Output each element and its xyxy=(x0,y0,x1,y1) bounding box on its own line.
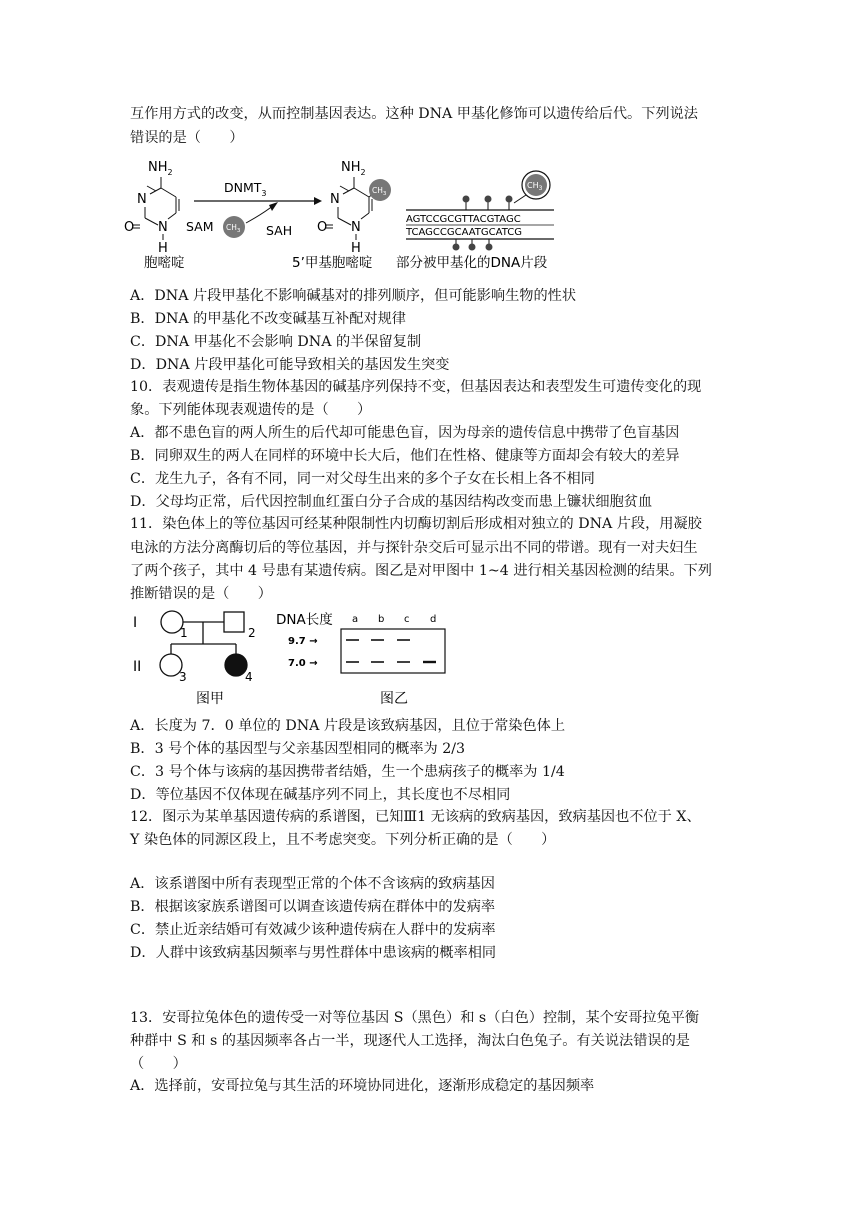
pedigree-chart xyxy=(133,611,256,707)
dnmt-label: $DNMT_3$ xyxy=(224,180,267,198)
q12-option-b: B．根据该家族系谱图可以调查该遗传病在群体中的发病率 xyxy=(130,899,496,915)
sam-label: SAM xyxy=(186,219,214,234)
q9-option-c: C．DNA 甲基化不会影响 DNA 的半保留复制 xyxy=(130,334,422,350)
band-length-label: 7.0 → xyxy=(288,658,318,669)
q12-stem-line2: Y 染色体的同源区段上，且不考虑突变。下列分析正确的是（ ） xyxy=(130,832,556,848)
q11-stem-line3: 了两个孩子，其中 4 号患有某遗传病。图乙是对甲图中 1~4 进行相关基因检测的结果。下列 xyxy=(130,563,712,579)
lane-label: d xyxy=(430,614,437,625)
q11-stem-line2: 电泳的方法分离酶切后的等位基因，并与探针杂交后可显示出不同的带谱。现有一对夫妇生 xyxy=(130,540,698,556)
caption-gel: 图乙 xyxy=(380,691,408,707)
q10-option-a: A．都不患色盲的两人所生的后代却可能患色盲，因为母亲的遗传信息中携带了色盲基因 xyxy=(130,425,680,441)
svg-text:CH3: $CH_3$ xyxy=(226,223,241,234)
q9-option-a: A．DNA 片段甲基化不影响碱基对的排列顺序，但可能影响生物的性状 xyxy=(130,288,577,304)
gel-box xyxy=(341,629,445,673)
q12-option-d: D．人群中该致病基因频率与男性群体中患该病的概率相同 xyxy=(130,945,497,961)
q10-option-c: C．龙生九子，各有不同，同一对父母生出来的多个子女在长相上各不相同 xyxy=(130,471,595,487)
q9-stem-line2: 错误的是（ ） xyxy=(130,130,244,146)
lane-label: a xyxy=(352,614,359,625)
band-length-label: 9.7 → xyxy=(288,636,318,647)
female-affected xyxy=(225,654,247,676)
h-atom: H xyxy=(351,241,361,256)
q11-option-a: A．长度为 7．0 单位的 DNA 片段是该致病基因，且位于常染色体上 xyxy=(130,718,566,734)
svg-text:CH3: $CH_3$ xyxy=(527,181,543,192)
q12-stem-line1: 12．图示为某单基因遗传病的系谱图，已知Ⅲ1 无该病的致病基因，致病基因也不位于 X、 xyxy=(130,809,701,825)
q13-option-a: A．选择前，安哥拉兔与其生活的环境协同进化，逐渐形成稳定的基因频率 xyxy=(130,1078,595,1094)
q13-stem-line3: （ ） xyxy=(130,1056,187,1072)
sequence-top: AGTCCGCGTTACGTAGC xyxy=(406,214,521,225)
dna-fragment xyxy=(405,171,554,251)
individual-number: 2 xyxy=(248,626,256,640)
pedigree-and-gel-figure xyxy=(130,605,460,707)
male-unaffected xyxy=(224,612,244,632)
q10-stem-line2: 象。下列能体现表观遗传的是（ ） xyxy=(130,402,372,418)
q9-option-d: D．DNA 片段甲基化可能导致相关的基因发生突变 xyxy=(130,357,450,373)
q13-stem-line1: 13．安哥拉兔体色的遗传受一对等位基因 S（黑色）和 s（白色）控制，某个安哥拉兔平衡 xyxy=(130,1010,700,1026)
q11-stem-line4: 推断错误的是（ ） xyxy=(130,586,272,602)
dna-length-label: DNA长度 xyxy=(276,612,333,628)
q13-stem-line2: 种群中 S 和 s 的基因频率各占一半，现逐代人工选择，淘汰白色兔子。有关说法错误的是 xyxy=(130,1033,690,1049)
q11-stem-line1: 11．染色体上的等位基因可经某种限制性内切酶切割后形成相对独立的 DNA 片段，用凝胶 xyxy=(130,516,702,532)
dna-methylation-figure xyxy=(124,155,578,273)
caption-methylcytosine: 5’甲基胞嘧啶 xyxy=(292,255,373,271)
methylcytosine-structure xyxy=(317,160,391,256)
q10-option-d: D．父母均正常，后代因控制血红蛋白分子合成的基因结构改变而患上镰状细胞贫血 xyxy=(130,494,653,510)
nh2-label: $NH_2$ xyxy=(148,160,173,177)
generation-label: I xyxy=(133,615,138,631)
caption-cytosine: 胞嘧啶 xyxy=(144,255,185,271)
q9-option-b: B．DNA 的甲基化不改变碱基互补配对规律 xyxy=(130,311,406,327)
h-atom: H xyxy=(158,241,168,256)
lane-label: c xyxy=(404,614,410,625)
individual-number: 4 xyxy=(245,670,253,684)
q10-stem-line1: 10．表观遗传是指生物体基因的碱基序列保持不变，但基因表达和表型发生可遗传变化的现 xyxy=(130,379,702,395)
sequence-bottom: TCAGCCGCAATGCATCG xyxy=(406,227,522,238)
q12-option-a: A．该系谱图中所有表现型正常的个体不含该病的致病基因 xyxy=(130,876,495,892)
svg-text:CH3: $CH_3$ xyxy=(372,186,387,197)
n-atom: N xyxy=(158,220,168,235)
caption-pedigree: 图甲 xyxy=(196,691,224,707)
q11-option-d: D．等位基因不仅体现在碱基序列不同上，其长度也不尽相同 xyxy=(130,787,511,803)
cytosine-structure xyxy=(124,160,179,256)
q11-option-c: C．3 号个体与该病的基因携带者结婚，生一个患病孩子的概率为 1/4 xyxy=(130,764,565,780)
caption-dna-fragment: 部分被甲基化的DNA片段 xyxy=(396,255,548,271)
gel-chart xyxy=(276,611,445,707)
o-atom: O xyxy=(317,220,328,235)
reaction-arrow xyxy=(186,180,322,238)
individual-number: 1 xyxy=(180,626,188,640)
q11-option-b: B．3 号个体的基因型与父亲基因型相同的概率为 2/3 xyxy=(130,741,466,757)
individual-number: 3 xyxy=(179,670,187,684)
n-atom: N xyxy=(351,220,361,235)
q10-option-b: B．同卵双生的两人在同样的环境中长大后，他们在性格、健康等方面却会有较大的差异 xyxy=(130,448,680,464)
q9-stem-line1: 互作用方式的改变，从而控制基因表达。这种 DNA 甲基化修饰可以遗传给后代。下列说法 xyxy=(130,106,698,122)
sah-label: SAH xyxy=(266,223,293,238)
q12-option-c: C．禁止近亲结婚可有效减少该种遗传病在人群中的发病率 xyxy=(130,922,496,938)
n-atom: N xyxy=(330,192,340,207)
nh2-label: $NH_2$ xyxy=(341,160,366,177)
lane-label: b xyxy=(378,614,385,625)
n-atom: N xyxy=(137,192,147,207)
o-atom: O xyxy=(124,220,135,235)
generation-label: II xyxy=(133,659,142,675)
